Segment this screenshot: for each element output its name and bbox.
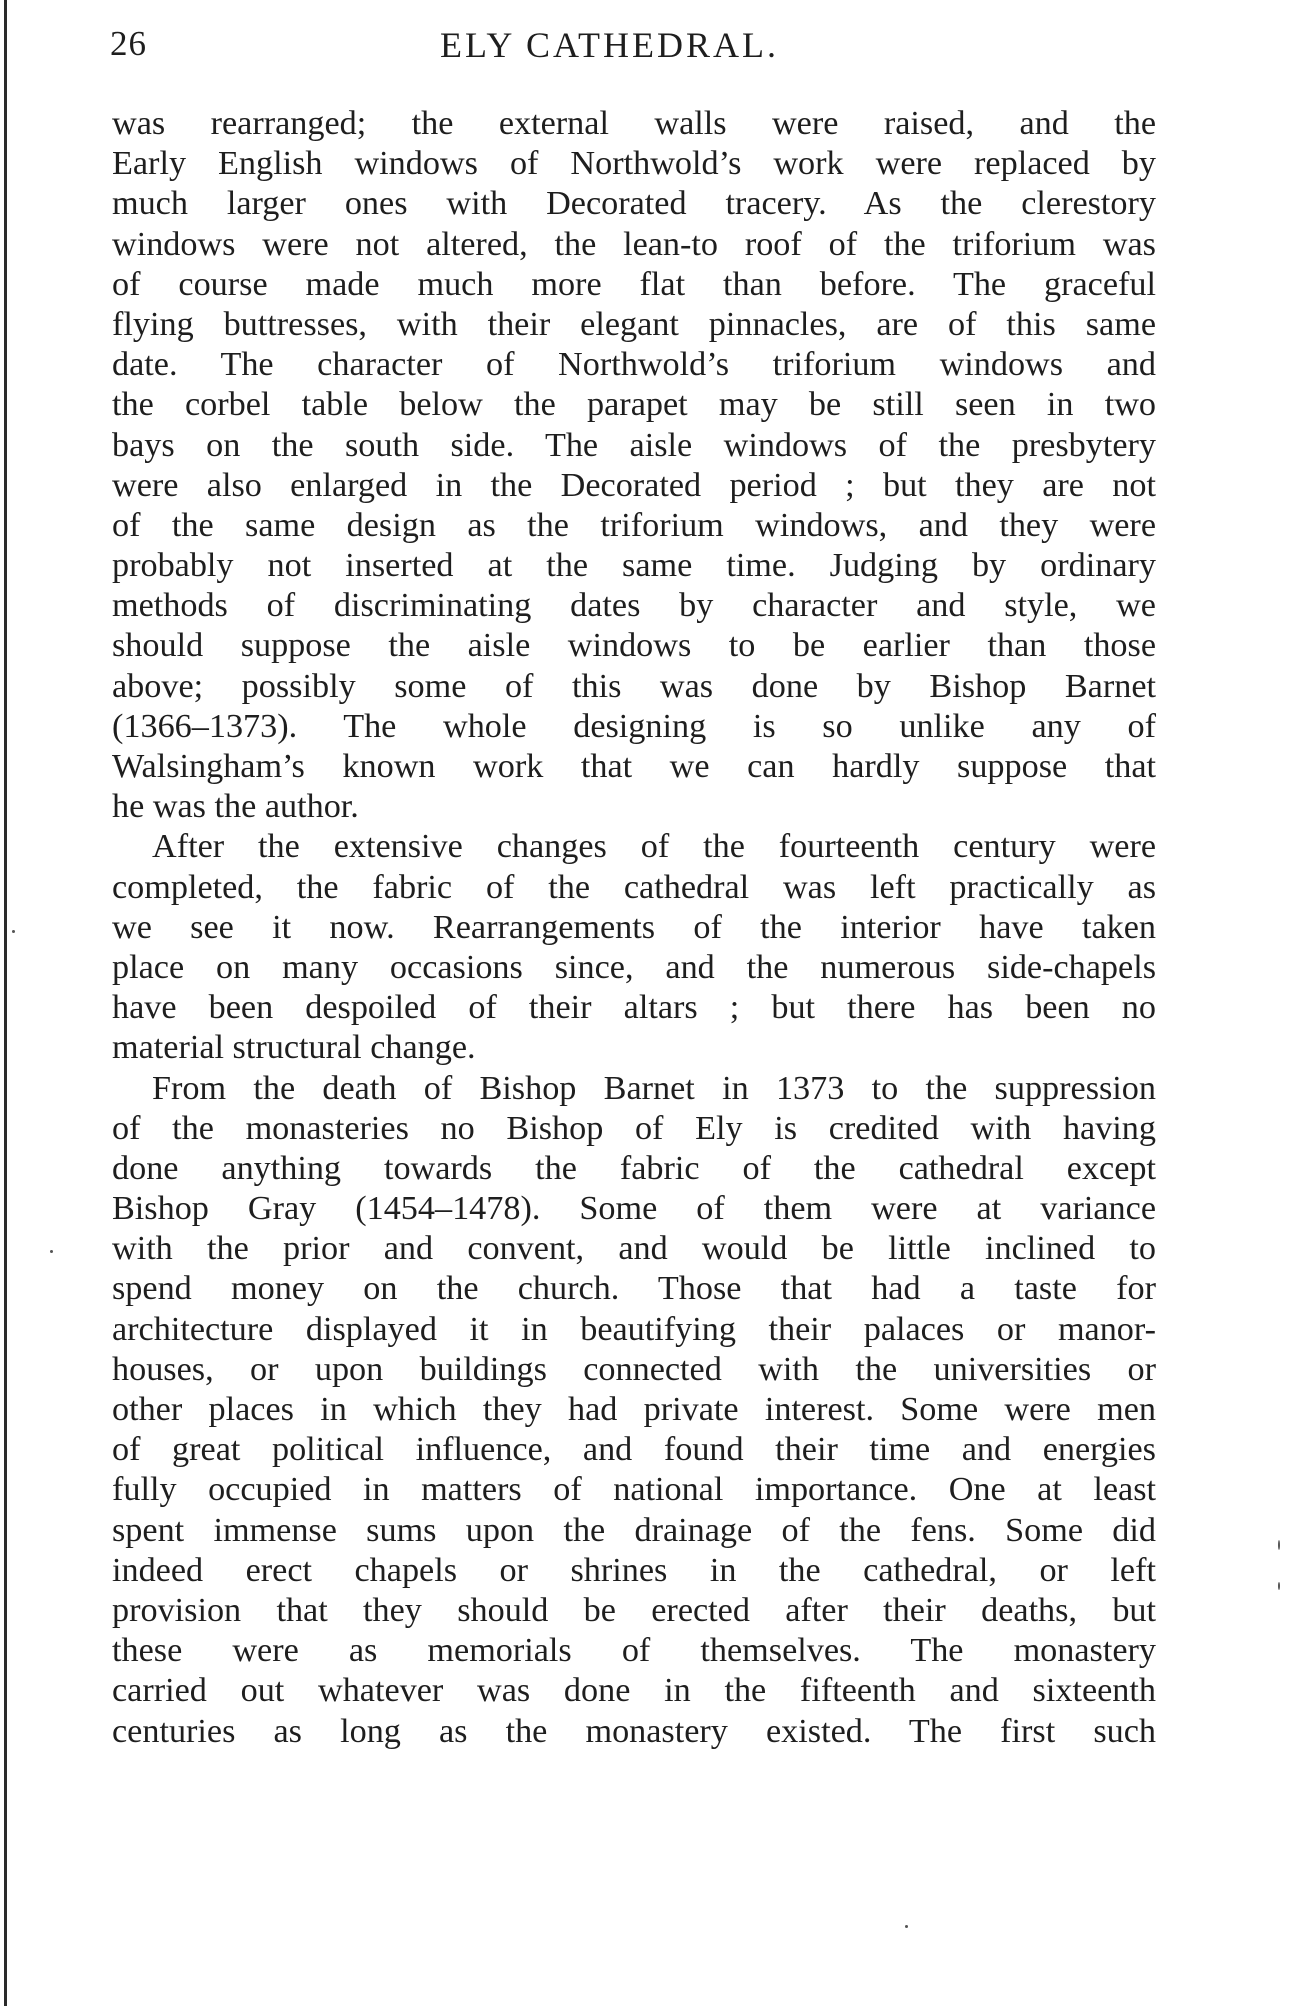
page-number: 26: [110, 24, 147, 63]
text-line: Walsingham’s known work that we can hardly suppose that: [112, 748, 1156, 785]
page-gutter-line: [4, 0, 7, 2006]
running-title: ELY CATHEDRAL.: [440, 25, 780, 65]
text-line: of great political influence, and found their time and energies: [112, 1431, 1156, 1469]
text-line: provision that they should be erected after their deaths, but: [112, 1591, 1156, 1629]
scan-speck: [12, 930, 15, 933]
scan-speck: [1278, 1540, 1280, 1550]
text-line: of course made much more flat than before. The graceful: [112, 265, 1156, 303]
text-line: done anything towards the fabric of the cathedral except: [112, 1149, 1156, 1187]
text-line: Early English windows of Northwold’s work were replaced by: [112, 145, 1156, 183]
text-line: above; possibly some of this was done by Bishop Barnet: [112, 667, 1156, 705]
paragraph-first-line: From the death of Bishop Barnet in 1373 to the suppression: [152, 1069, 1156, 1107]
text-line: have been despoiled of their altars ; but there has been no: [112, 989, 1156, 1027]
text-line: houses, or upon buildings connected with the universities or: [112, 1350, 1156, 1388]
paragraph-last-line: material structural change.: [112, 1029, 476, 1067]
text-line: was rearranged; the external walls were raised, and the: [112, 105, 1156, 142]
text-line: bays on the south side. The aisle windows of the presbytery: [112, 426, 1156, 464]
scan-speck: [1278, 1582, 1280, 1590]
text-line: flying buttresses, with their elegant pinnacles, are of this same: [112, 305, 1156, 343]
text-line: centuries as long as the monastery existed. The first such: [112, 1712, 1156, 1750]
scan-speck: [905, 1925, 908, 1928]
text-line: these were as memorials of themselves. The monastery: [112, 1632, 1156, 1670]
scan-speck: [50, 1250, 53, 1253]
text-line: with the prior and convent, and would be little inclined to: [112, 1230, 1156, 1268]
text-line: methods of discriminating dates by character and style, we: [112, 587, 1156, 625]
page-header: [110, 24, 1165, 74]
paragraph-last-line: he was the author.: [112, 788, 359, 826]
text-line: completed, the fabric of the cathedral was left practically as: [112, 868, 1156, 906]
text-line: other places in which they had private interest. Some were men: [112, 1391, 1156, 1428]
text-line: much larger ones with Decorated tracery. As the clerestory: [112, 185, 1156, 223]
text-line: the corbel table below the parapet may be still seen in two: [112, 386, 1156, 424]
text-line: should suppose the aisle windows to be earlier than those: [112, 627, 1156, 665]
text-line: indeed erect chapels or shrines in the cathedral, or left: [112, 1551, 1156, 1589]
text-line: architecture displayed it in beautifying their palaces or manor-: [112, 1310, 1156, 1348]
text-line: of the same design as the triforium windows, and they were: [112, 506, 1156, 544]
text-line: we see it now. Rearrangements of the interior have taken: [112, 908, 1156, 946]
text-line: probably not inserted at the same time. Judging by ordinary: [112, 547, 1156, 585]
body-text: [112, 104, 1156, 1752]
text-line: fully occupied in matters of national importance. One at least: [112, 1471, 1156, 1509]
text-line: date. The character of Northwold’s triforium windows and: [112, 346, 1156, 384]
text-line: windows were not altered, the lean-to roof of the triforium was: [112, 225, 1156, 263]
text-line: carried out whatever was done in the fifteenth and sixteenth: [112, 1672, 1156, 1710]
text-line: spend money on the church. Those that had a taste for: [112, 1270, 1156, 1308]
paragraph-first-line: After the extensive changes of the fourteenth century were: [152, 828, 1156, 866]
text-line: were also enlarged in the Decorated period ; but they are not: [112, 466, 1156, 504]
text-line: (1366–1373). The whole designing is so unlike any of: [112, 707, 1156, 745]
text-line: Bishop Gray (1454–1478). Some of them were at variance: [112, 1190, 1156, 1228]
text-line: of the monasteries no Bishop of Ely is credited with having: [112, 1109, 1156, 1147]
text-line: spent immense sums upon the drainage of the fens. Some did: [112, 1511, 1156, 1549]
text-line: place on many occasions since, and the numerous side-chapels: [112, 948, 1156, 986]
